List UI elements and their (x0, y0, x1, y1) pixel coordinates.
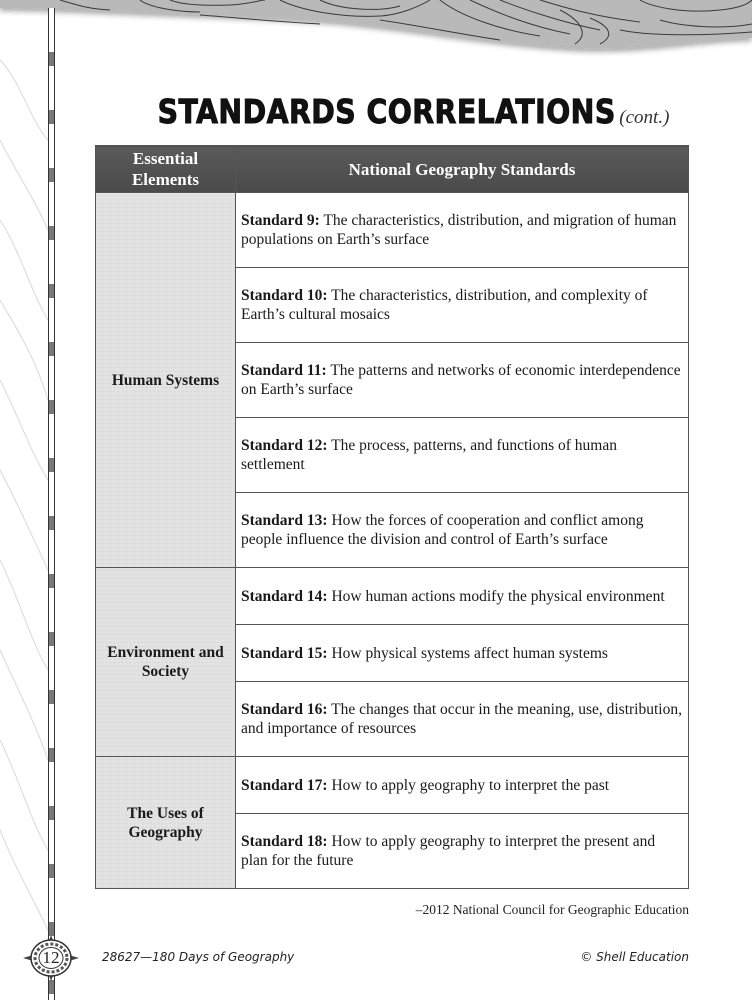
standard-label: Standard 9: (241, 212, 320, 229)
standard-9 (236, 193, 689, 268)
standard-text: The characteristics, distribution, and complexity of Earth’s cultural mosaics (241, 287, 648, 323)
column-header-essential-elements: Essential Elements (96, 146, 236, 193)
standard-text: The process, patterns, and functions of human settlement (241, 437, 617, 473)
standard-text: How to apply geography to interpret the present and plan for the future (241, 833, 656, 869)
standard-17 (236, 757, 689, 814)
group-human-systems: Human Systems (96, 193, 236, 568)
group-environment-and-society: Environment and Society (96, 568, 236, 757)
standard-label: Standard 14: (241, 587, 328, 605)
source-attribution: –2012 National Council for Geographic Education (415, 902, 689, 917)
standard-13 (236, 493, 689, 568)
standard-label: Standard 16: (241, 701, 328, 718)
standard-label: Standard 18: (241, 833, 328, 850)
standard-label: Standard 11: (241, 362, 327, 379)
standard-text: How physical systems affect human systems (331, 644, 608, 662)
decorative-spine (48, 8, 55, 1000)
standard-text: How to apply geography to interpret the past (331, 776, 610, 794)
standard-label: Standard 10: (241, 287, 328, 304)
page-header (0, 92, 752, 131)
table-row (96, 193, 689, 268)
page-number: 12 (42, 948, 60, 967)
standard-text: How human actions modify the physical environment (331, 587, 665, 605)
column-header-national-standards: National Geography Standards (236, 146, 689, 193)
standards-table (95, 145, 689, 889)
standard-text: How the forces of cooperation and conflict among people influence the division and control of Earth’s surface (241, 512, 644, 548)
standard-text: The changes that occur in the meaning, use, distribution, and importance of resources (241, 701, 682, 737)
standard-text: The characteristics, distribution, and migration of human populations on Earth’s surface (241, 212, 677, 248)
publisher-credit: © Shell Education (580, 950, 689, 964)
standard-12 (236, 418, 689, 493)
page-title: STANDARDS CORRELATIONS (157, 92, 616, 131)
contour-margin-decoration (0, 0, 50, 1000)
standard-label: Standard 12: (241, 437, 328, 454)
table-header-row (96, 146, 689, 193)
standard-18 (236, 814, 689, 889)
standard-label: Standard 15: (241, 644, 328, 662)
standard-16 (236, 682, 689, 757)
standard-text: The patterns and networks of economic interdependence on Earth’s surface (241, 362, 681, 398)
standard-label: Standard 13: (241, 512, 328, 529)
table-row (96, 568, 689, 625)
page-subtitle: (cont.) (619, 107, 670, 128)
book-title: 28627—180 Days of Geography (102, 950, 295, 964)
topographic-banner (0, 0, 752, 60)
group-uses-of-geography: The Uses of Geography (96, 757, 236, 889)
standard-11 (236, 343, 689, 418)
standard-14 (236, 568, 689, 625)
table-row (96, 757, 689, 814)
page-footer (0, 946, 752, 970)
standard-label: Standard 17: (241, 776, 328, 794)
standard-10 (236, 268, 689, 343)
standard-15 (236, 625, 689, 682)
